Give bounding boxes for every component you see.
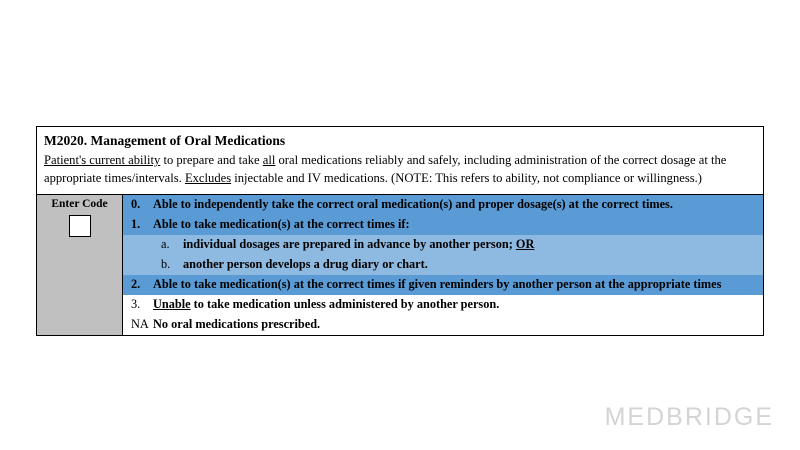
- enter-code-cell: [37, 195, 123, 335]
- item-description-fragment: all: [262, 153, 276, 168]
- response-option-text-fragment: to take medication unless administered by another person.: [190, 296, 500, 311]
- response-option-text-fragment: Able to take medication(s) at the correct times if given reminders by another person at the appropriate times: [153, 276, 722, 291]
- enter-code-label: Enter Code: [51, 197, 108, 210]
- response-option-number: NA: [131, 316, 149, 331]
- response-option-text-fragment: Able to take medication(s) at the correct times if:: [153, 216, 410, 231]
- response-option-text-fragment: OR: [515, 236, 535, 251]
- item-description-fragment: Excludes: [184, 171, 232, 186]
- response-option-text: [153, 197, 673, 213]
- item-description-fragment: Patient's current ability: [44, 153, 161, 168]
- response-option-text-fragment: individual dosages are prepared in advance by another person;: [183, 236, 516, 251]
- response-option[interactable]: [123, 195, 763, 215]
- item-description: [44, 152, 756, 188]
- table-header: [37, 127, 763, 195]
- response-option-number: b.: [161, 256, 171, 271]
- item-description-fragment: oral medications reliably and safely, including administration of the correct dosage at the appropriate times/intervals.: [44, 153, 727, 186]
- response-option-text: [153, 297, 499, 313]
- response-option[interactable]: [123, 275, 763, 295]
- response-option-text: [183, 257, 428, 273]
- response-option-number: 0.: [131, 196, 141, 211]
- oasis-item-table: [36, 126, 764, 336]
- response-option[interactable]: [123, 315, 763, 335]
- response-option-text: [153, 317, 320, 333]
- response-option-text: [183, 237, 534, 253]
- table-body: [37, 195, 763, 335]
- response-option[interactable]: [123, 215, 763, 235]
- response-option-text: [153, 217, 410, 233]
- watermark-logo: MEDBRIDGE: [604, 403, 774, 431]
- response-option[interactable]: [123, 235, 763, 255]
- item-description-fragment: injectable and IV medications. (NOTE: This refers to ability, not compliance or willingness.): [231, 171, 702, 186]
- response-option-number: 3.: [131, 296, 141, 311]
- response-options-list: [123, 195, 763, 335]
- response-option-text-fragment: Able to independently take the correct oral medication(s) and proper dosage(s) at the correct times.: [153, 196, 673, 211]
- response-option-text-fragment: No oral medications prescribed.: [153, 316, 321, 331]
- response-option[interactable]: [123, 255, 763, 275]
- item-description-fragment: to prepare and take: [160, 153, 263, 168]
- response-option[interactable]: [123, 295, 763, 315]
- response-option-text: [153, 277, 721, 293]
- response-option-text-fragment: another person develops a drug diary or chart.: [183, 256, 428, 271]
- response-option-number: 2.: [131, 276, 141, 291]
- enter-code-input[interactable]: [69, 215, 91, 237]
- response-option-number: 1.: [131, 216, 141, 231]
- response-option-number: a.: [161, 236, 170, 251]
- response-option-text-fragment: Unable: [153, 296, 191, 311]
- page-title: M2020. Management of Oral Medications: [44, 133, 286, 148]
